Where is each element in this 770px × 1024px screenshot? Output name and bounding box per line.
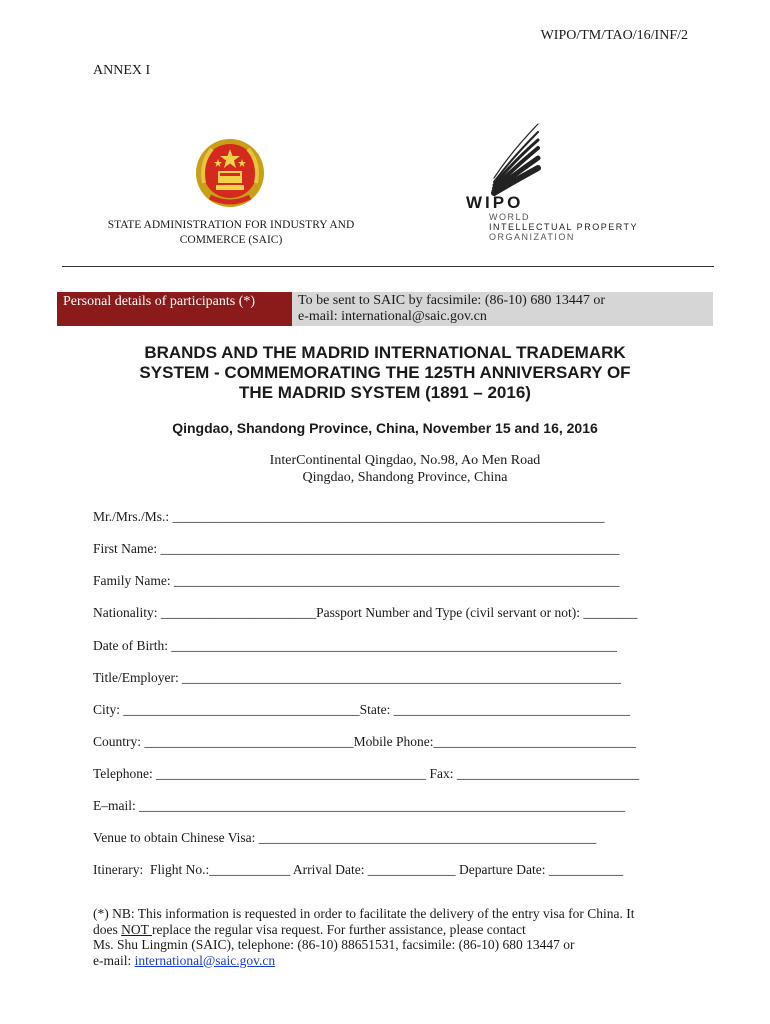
city-state-field[interactable]: City: ___________________________________State: ___________________________________ [93, 702, 631, 717]
event-title [80, 343, 690, 403]
saic-line-1: STATE ADMINISTRATION FOR INDUSTRY AND [107, 219, 355, 231]
nationality-passport-field[interactable]: Nationality: _______________________Passport Number and Type (civil servant or not): ________ [93, 605, 638, 620]
wipo-line-1: WORLD [489, 212, 530, 222]
wipo-acronym: WIPO [466, 193, 524, 212]
footnote-line-3: Ms. Shu Lingmin (SAIC), telephone: (86-10) 88651531, facsimile: (86-10) 680 13447 or [93, 937, 575, 952]
annex-label: ANNEX I [93, 63, 151, 78]
footnote-email-link[interactable]: international@saic.gov.cn [134, 952, 276, 968]
document-reference: WIPO/TM/TAO/16/INF/2 [540, 28, 688, 43]
banner-contact [292, 292, 713, 326]
date-of-birth-field[interactable]: Date of Birth: __________________________________________________________________ [93, 638, 617, 653]
event-title-line-1: BRANDS AND THE MADRID INTERNATIONAL TRADEMARK [144, 343, 626, 362]
visa-venue-field[interactable]: Venue to obtain Chinese Visa: __________________________________________________ [93, 830, 597, 845]
national-emblem-icon [190, 133, 270, 213]
event-title-line-2: SYSTEM - COMMEMORATING THE 125TH ANNIVERSARY OF [139, 363, 631, 382]
country-mobile-field[interactable]: Country: _______________________________Mobile Phone:______________________________ [93, 734, 636, 749]
saic-name [88, 218, 374, 248]
telephone-fax-field[interactable]: Telephone: ________________________________________ Fax: ___________________________ [93, 766, 640, 781]
footnote-not-emphasis: NOT [121, 921, 153, 937]
event-title-line-3: THE MADRID SYSTEM (1891 – 2016) [239, 383, 531, 402]
footnote [93, 906, 693, 968]
venue-line-2: Qingdao, Shandong Province, China [302, 470, 508, 485]
footnote-line-2 [93, 922, 693, 938]
banner-contact-line-2: e-mail: international@saic.gov.cn [298, 309, 487, 324]
footnote-line-2-pre: does [93, 921, 122, 937]
title-employer-field[interactable]: Title/Employer: _________________________________________________________________ [93, 670, 621, 685]
saic-line-2: COMMERCE (SAIC) [179, 234, 283, 246]
participants-banner [57, 292, 713, 326]
banner-contact-line-1: To be sent to SAIC by facsimile: (86-10) 680 13447 or [298, 293, 605, 308]
email-field[interactable]: E–mail: ________________________________________________________________________ [93, 798, 626, 813]
salutation-field[interactable]: Mr./Mrs./Ms.: ________________________________________________________________ [93, 509, 605, 524]
wipo-line-3: ORGANIZATION [489, 232, 575, 242]
footnote-email-label: e-mail: [93, 952, 135, 968]
venue-address [80, 452, 730, 486]
header-divider [62, 266, 714, 267]
footnote-line-2-post: replace the regular visa request. For further assistance, please contact [152, 921, 526, 937]
footnote-line-4 [93, 953, 693, 969]
family-name-field[interactable]: Family Name: __________________________________________________________________ [93, 573, 620, 588]
first-name-field[interactable]: First Name: ____________________________________________________________________ [93, 541, 620, 556]
wipo-logo-icon [466, 112, 686, 247]
venue-line-1: InterContinental Qingdao, No.98, Ao Men Road [269, 453, 541, 468]
footnote-line-1: (*) NB: This information is requested in order to facilitate the delivery of the entry visa for China. It [93, 906, 635, 921]
wipo-line-2: INTELLECTUAL PROPERTY [489, 222, 639, 232]
itinerary-field[interactable]: Itinerary: Flight No.:____________ Arrival Date: _____________ Departure Date: ___________ [93, 862, 624, 877]
banner-label: Personal details of participants (*) [57, 292, 292, 326]
event-location-date: Qingdao, Shandong Province, China, November 15 and 16, 2016 [172, 420, 598, 436]
